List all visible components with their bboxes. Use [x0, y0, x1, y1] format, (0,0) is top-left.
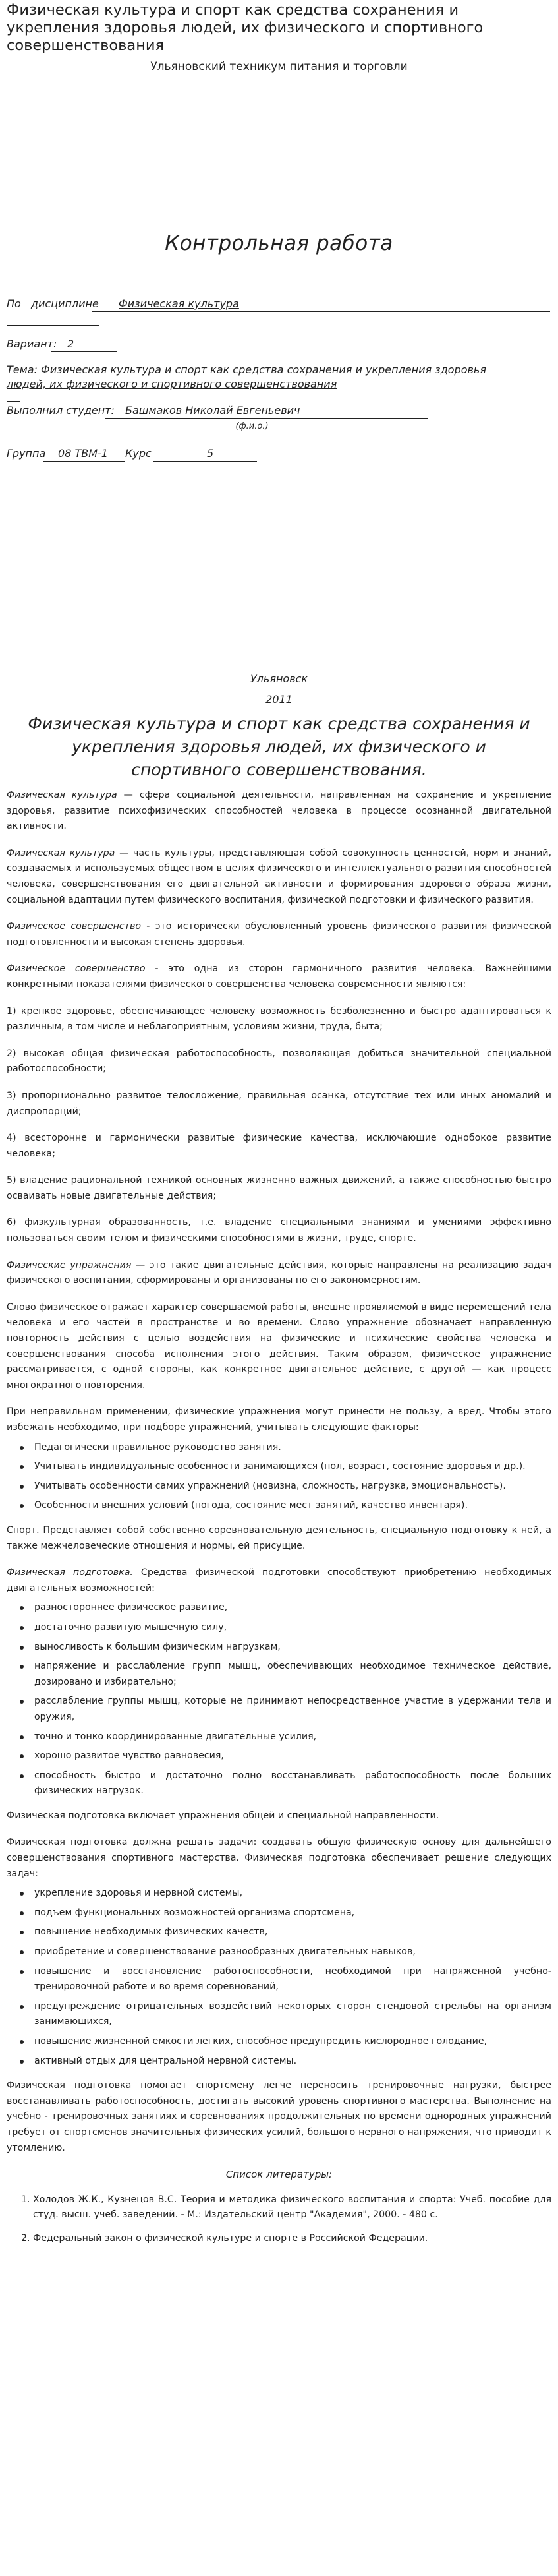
term: Физические упражнения [7, 1259, 132, 1271]
list-item: достаточно развитую мышечную силу, [28, 1620, 551, 1636]
paragraph-text: - это исторически обусловленный уровень физического развития физической подготовленности и высокая степень здоровья. [7, 921, 551, 947]
theme-label: Тема: [7, 363, 38, 376]
paragraph-text: — часть культуры, представляющая собой совокупность ценностей, норм и знаний, создаваемых и используемых обществом в целях физического и интеллектуального развития способностей человека, совершенствования его двигательной активности и формирования здорового образа жизни, социальной адаптации путем физического воспитания, физической подготовки и физического развития. [7, 847, 551, 905]
term: Физическая культура [7, 847, 115, 858]
discipline-label: По дисциплине [7, 297, 99, 310]
list-item: Педагогически правильное руководство занятия. [28, 1440, 551, 1456]
paragraph-7: 3) пропорционально развитое телосложение, правильная осанка, отсутствие тех или иных аномалий и диспропорций; [7, 1090, 551, 1117]
list-item: повышение и восстановление работоспособности, необходимой при напряженной учебно-тренировочной работе и во время соревнований, [28, 1964, 551, 1995]
term: Физическая культура [7, 790, 117, 800]
variant-underline [51, 351, 117, 352]
group-underline [43, 461, 125, 462]
list-item: Учитывать индивидуальные особенности занимающихся (пол, возраст, состояние здоровья и др.). [28, 1459, 551, 1475]
list-item: точно и тонко координированные двигательные усилия, [28, 1729, 551, 1745]
student-underline [105, 418, 428, 419]
group-label: Группа [7, 447, 46, 460]
paragraph-2 [7, 846, 551, 908]
list-item: повышение жизненной емкости легких, способное предупредить кислородное голодание, [28, 2034, 551, 2050]
group-value: 08 ТВМ-1 [58, 447, 108, 460]
list-item: активный отдых для центральной нервной системы. [28, 2054, 551, 2070]
discipline-row [7, 297, 550, 312]
discipline-underline [92, 311, 550, 312]
course-underline [153, 461, 257, 462]
theme-value-line-2: людей, их физического и спортивного совершенствования [7, 378, 337, 390]
list-item: подъем функциональных возможностей организма спортсмена, [28, 1905, 551, 1921]
abilities-list [7, 1600, 551, 1799]
student-label: Выполнил студент: [7, 404, 115, 417]
paragraph-text: — это такие двигательные действия, которые направлены на реализацию задач физического воспитания, сформированы и организованы по его закономерностям. [7, 1259, 551, 1286]
theme-underline-end [7, 401, 20, 402]
paragraph-11 [7, 1258, 551, 1289]
paragraph-6: 2) высокая общая физическая работоспособность, позволяющая добиться значительной специальной работоспособности; [7, 1048, 551, 1075]
tasks-list [7, 1886, 551, 2069]
paragraph-14: Спорт. Представляет собой собственно соревновательную деятельность, специальную подготовку к ней, а также межчеловеческие отношения и нормы, ей присущие. [7, 1524, 551, 1551]
paragraph-16: Физическая подготовка включает упражнения общей и специальной направленности. [7, 1810, 439, 1821]
paragraph-text: Средства физической подготовки способствуют приобретению необходимых двигательных возможностей: [7, 1567, 551, 1594]
work-type-title: Контрольная работа [165, 231, 393, 255]
paragraph-13: При неправильном применении, физические упражнения могут принести не пользу, а вред. Чтобы этого избежать необходимо, при подборе упражнений, учитывать следующие факторы: [7, 1406, 551, 1433]
paragraph-3 [7, 919, 551, 950]
variant-value: 2 [67, 338, 74, 350]
fio-hint: (ф.и.о.) [235, 421, 269, 431]
paragraph-text: — сфера социальной деятельности, направленная на сохранение и укрепление здоровья, развитие психофизических способностей человека в процессе осознанной двигательной активности. [7, 790, 551, 832]
document-header [0, 1, 558, 73]
body-text [7, 788, 551, 2247]
list-item: хорошо развитое чувство равновесия, [28, 1749, 551, 1764]
list-item: выносливость к большим физическим нагрузкам, [28, 1640, 551, 1656]
term: Физическое совершенство [7, 963, 146, 974]
list-item: напряжение и расслабление групп мышц, обеспечивающих необходимое техническое действие, дозировано и избирательно; [28, 1659, 551, 1690]
paragraph-text: - это одна из сторон гармоничного развития человека. Важнейшими конкретными показателями физического совершенства человека современности являются: [7, 963, 551, 990]
list-item: разностороннее физическое развитие, [28, 1600, 551, 1616]
paragraph-18: Физическая подготовка помогает спортсмену легче переносить тренировочные нагрузки, быстрее восстанавливать работоспособность, достигать высокий уровень спортивного мастерства. Выполнение на учебно - тренировочных занятиях и соревнованиях продолжительных по времени однородных упражнений требует от спортсменов значительных физических усилий, большого нервного напряжения, что приводит к утомлению. [7, 2080, 551, 2153]
course-value: 5 [207, 447, 214, 460]
factors-list [7, 1440, 551, 1514]
paragraph-5: 1) крепкое здоровье, обеспечивающее человеку возможность безболезненно и быстро адаптироваться к различным, в том числе и неблагоприятным, условиям жизни, труда, быта; [7, 1005, 551, 1033]
paragraph-1 [7, 788, 551, 835]
paragraph-17: Физическая подготовка должна решать задачи: создавать общую физическую основу для дальнейшего совершенствования спортивного мастерства. Физическая подготовка обеспечивает решение следующих задач: [7, 1837, 551, 1879]
course-label: Курс [125, 447, 152, 460]
list-item: предупреждение отрицательных воздействий некоторых сторон стендовой стрельбы на организм занимающихся, [28, 1999, 551, 2030]
reference-item: 2. Федеральный закон о физической культуре и спорте в Российской Федерации. [33, 2231, 551, 2247]
references-title: Список литературы: [225, 2169, 333, 2181]
list-item: расслабление группы мышц, которые не принимают непосредственное участие в удержании тела и оружия, [28, 1694, 551, 1725]
paragraph-4 [7, 961, 551, 992]
paragraph-15 [7, 1565, 551, 1596]
year: 2011 [265, 693, 293, 705]
list-item: Учитывать особенности самих упражнений (новизна, сложность, нагрузка, эмоциональность). [28, 1479, 551, 1495]
list-item: повышение необходимых физических качеств, [28, 1925, 551, 1940]
reference-item: 1. Холодов Ж.К., Кузнецов В.С. Теория и методика физического воспитания и спорта: Учеб. пособие для студ. высш. учеб. заведений. - М.: Издательский центр "Академия", 2000. - 480 с. [33, 2192, 551, 2223]
paragraph-10: 6) физкультурная образованность, т.е. владение специальными знаниями и умениями эффективно пользоваться своим телом и физическими способностями в жизни, труде, спорте. [7, 1217, 551, 1244]
list-item: Особенности внешних условий (погода, состояние мест занятий, качество инвентаря). [28, 1498, 551, 1514]
references-list [7, 2192, 551, 2247]
paragraph-12: Слово физическое отражает характер совершаемой работы, внешне проявляемой в виде перемещений тела человека и его частей в пространстве и во времени. Слово упражнение обозначает направленную повторность действия с целью воздействия на физические и психические свойства человека и совершенствования способа исполнения этого действия. Таким образом, физическое упражнение рассматривается, с одной стороны, как конкретное двигательное действие, с другой — как процесс многократного повторения. [7, 1302, 551, 1391]
paragraph-9: 5) владение рациональной техникой основных жизненно важных движений, а также способностью быстро осваивать новые двигательные действия; [7, 1175, 551, 1201]
list-item: приобретение и совершенствование разнообразных двигательных навыков, [28, 1944, 551, 1960]
variant-row [7, 338, 550, 352]
discipline-value: Физическая культура [119, 297, 239, 310]
term: Физическая подготовка. [7, 1567, 133, 1578]
main-title: Физическая культура и спорт как средства сохранения и укрепления здоровья людей, их физического и спортивного совершенствования. [28, 714, 530, 779]
list-item: способность быстро и достаточно полно восстанавливать работоспособность после больших физических нагрузок. [28, 1768, 551, 1799]
list-item: укрепление здоровья и нервной системы, [28, 1886, 551, 1902]
student-value: Башмаков Николай Евгеньевич [125, 404, 300, 417]
variant-label: Вариант: [7, 338, 57, 350]
discipline-underline-2 [7, 325, 99, 326]
paragraph-8: 4) всесторонне и гармонически развитые физические качества, исключающие однобокое развитие человека; [7, 1133, 551, 1159]
city: Ульяновск [250, 673, 308, 685]
term: Физическое совершенство [7, 921, 142, 932]
school-name: Ульяновский техникум питания и торговли [150, 60, 408, 73]
theme-row [7, 363, 550, 402]
group-row [7, 447, 550, 462]
student-row [7, 404, 550, 419]
theme-value-line-1: Физическая культура и спорт как средства сохранения и укрепления здоровья [40, 363, 486, 376]
title-page-form [7, 297, 550, 462]
document-title: Физическая культура и спорт как средства сохранения и укрепления здоровья людей, их физического и спортивного совершенствования [7, 1, 484, 54]
